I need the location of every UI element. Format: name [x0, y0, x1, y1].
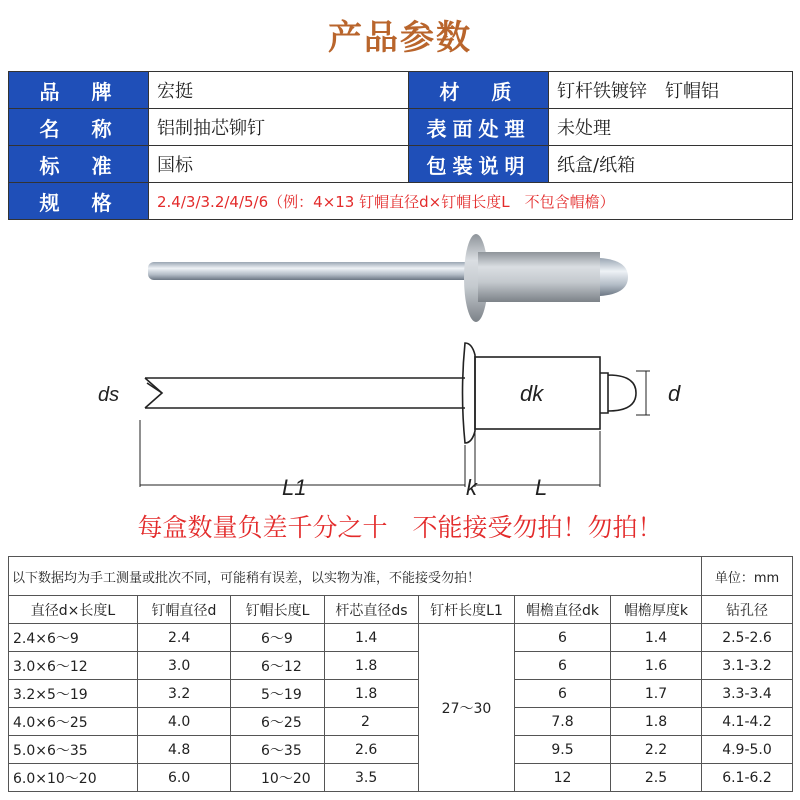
table-cell: 6.0: [138, 764, 231, 792]
column-header: 钻孔径: [702, 596, 793, 624]
mandrel-tip-line: [147, 383, 162, 393]
table-cell: 1.8: [611, 708, 702, 736]
spec-value: 纸盒/纸箱: [549, 146, 793, 183]
table-note-row: [9, 557, 793, 596]
table-cell: 2.4: [138, 624, 231, 652]
table-cell: 2.2: [611, 736, 702, 764]
flange-outline: [463, 343, 476, 443]
table-cell: 10～20: [231, 764, 325, 792]
label-d: d: [668, 381, 681, 406]
spec-value: 宏挺: [149, 72, 409, 109]
column-header: 钉杆长度L1: [419, 596, 515, 624]
table-cell: 1.4: [325, 624, 419, 652]
table-cell: 4.1-4.2: [702, 708, 793, 736]
spec-label: 名 称: [9, 109, 149, 146]
spec-value: 国标: [149, 146, 409, 183]
table-cell: 6.1-6.2: [702, 764, 793, 792]
table-cell: 1.8: [325, 680, 419, 708]
spec-label: 表面处理: [409, 109, 549, 146]
table-row: [9, 624, 793, 652]
label-l: L: [535, 475, 548, 500]
table-cell-l1: 27～30: [419, 624, 515, 792]
table-note: 以下数据均为手工测量或批次不同，可能稍有误差，以实物为准，不能接受勿拍！: [9, 557, 702, 596]
rivet-photo: [140, 228, 640, 328]
table-cell: 2.4×6～9: [9, 624, 138, 652]
spec-table: [8, 71, 793, 220]
table-cell: 6～9: [231, 624, 325, 652]
spec-label: 材 质: [409, 72, 549, 109]
rivet-body-shape: [478, 252, 600, 302]
table-cell: 4.8: [138, 736, 231, 764]
label-dk: dk: [520, 381, 544, 406]
table-row: [9, 708, 793, 736]
spec-row: [9, 183, 793, 220]
table-cell: 6: [515, 624, 611, 652]
mandrel-head-shape: [600, 258, 628, 296]
table-cell: 12: [515, 764, 611, 792]
spec-value: 钉杆铁镀锌 钉帽铝: [549, 72, 793, 109]
spec-row: [9, 72, 793, 109]
table-unit: 单位：mm: [702, 557, 793, 596]
table-cell: 2: [325, 708, 419, 736]
table-row: [9, 652, 793, 680]
table-cell: 4.0: [138, 708, 231, 736]
column-header: 钉帽直径d: [138, 596, 231, 624]
table-cell: 6～35: [231, 736, 325, 764]
table-cell: 3.1-3.2: [702, 652, 793, 680]
table-cell: 2.6: [325, 736, 419, 764]
table-cell: 9.5: [515, 736, 611, 764]
column-header: 杆芯直径ds: [325, 596, 419, 624]
table-cell: 3.2: [138, 680, 231, 708]
table-cell: 3.3-3.4: [702, 680, 793, 708]
table-cell: 3.5: [325, 764, 419, 792]
column-header: 钉帽长度L: [231, 596, 325, 624]
table-cell: 6: [515, 680, 611, 708]
table-cell: 1.7: [611, 680, 702, 708]
table-cell: 1.4: [611, 624, 702, 652]
spec-label: 品 牌: [9, 72, 149, 109]
column-header: 直径d×长度L: [9, 596, 138, 624]
table-cell: 3.0×6～12: [9, 652, 138, 680]
spec-label: 标 准: [9, 146, 149, 183]
spec-value: 2.4/3/3.2/4/5/6（例：4×13 钉帽直径d×钉帽长度L 不包含帽檐）: [149, 183, 793, 220]
spec-label: 包装说明: [409, 146, 549, 183]
table-cell: 6.0×10～20: [9, 764, 138, 792]
table-cell: 1.6: [611, 652, 702, 680]
table-row: [9, 736, 793, 764]
table-row: [9, 764, 793, 792]
column-header: 帽檐直径dk: [515, 596, 611, 624]
dimension-table: [8, 556, 793, 792]
table-cell: 2.5: [611, 764, 702, 792]
table-cell: 7.8: [515, 708, 611, 736]
mandrel-outline: [145, 378, 465, 408]
table-cell: 6: [515, 652, 611, 680]
page-title: 产品参数: [328, 18, 472, 58]
mandrel-head-outline: [600, 373, 636, 413]
table-row: [9, 680, 793, 708]
table-cell: 4.0×6～25: [9, 708, 138, 736]
label-k: k: [466, 475, 477, 500]
spec-row: [9, 146, 793, 183]
table-cell: 3.0: [138, 652, 231, 680]
table-header-row: [9, 596, 793, 624]
spec-row: [9, 109, 793, 146]
table-cell: 2.5-2.6: [702, 624, 793, 652]
label-l1: L1: [282, 475, 307, 500]
table-cell: 6～25: [231, 708, 325, 736]
table-cell: 3.2×5～19: [9, 680, 138, 708]
spec-value: 铝制抽芯铆钉: [149, 109, 409, 146]
table-cell: 5～19: [231, 680, 325, 708]
table-cell: 5.0×6～35: [9, 736, 138, 764]
rivet-diagram: [90, 335, 710, 505]
column-header: 帽檐厚度k: [611, 596, 702, 624]
warning-text: 每盒数量负差千分之十 不能接受勿拍！勿拍！: [137, 513, 663, 542]
mandrel-shape: [148, 262, 470, 280]
table-cell: 6～12: [231, 652, 325, 680]
label-ds: ds: [98, 384, 120, 406]
table-cell: 4.9-5.0: [702, 736, 793, 764]
spec-label: 规 格: [9, 183, 149, 220]
spec-value: 未处理: [549, 109, 793, 146]
table-cell: 1.8: [325, 652, 419, 680]
